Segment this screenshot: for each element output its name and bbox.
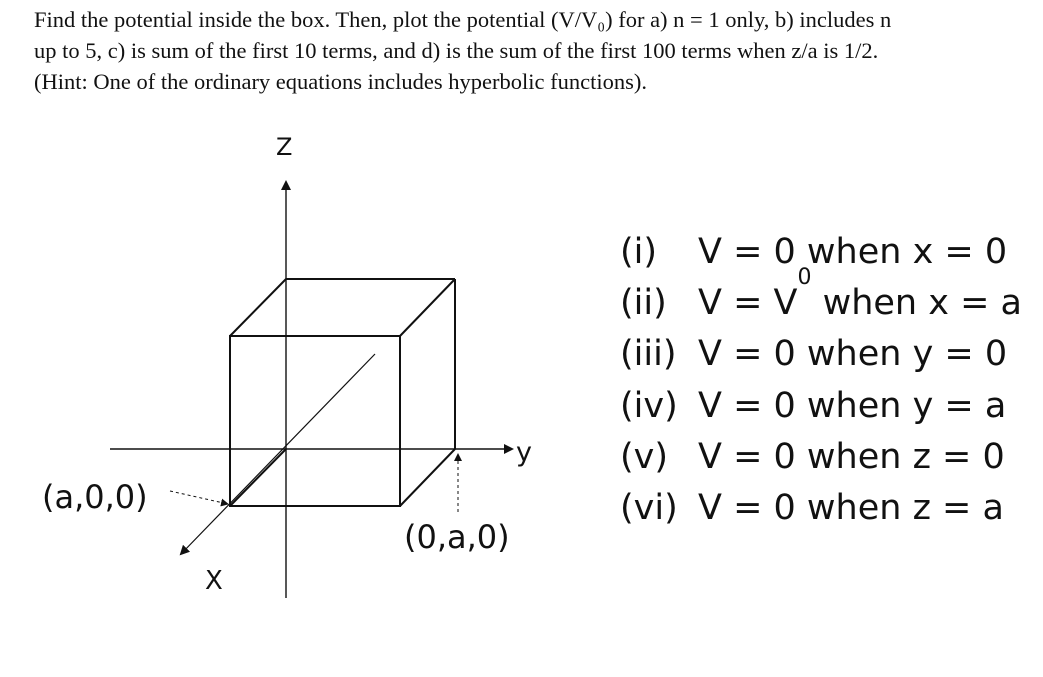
box <box>230 279 455 506</box>
condition-number: (i) <box>620 232 658 272</box>
condition-text: V = 0 when z = a <box>698 488 1004 529</box>
y-axis-label: y <box>516 437 532 468</box>
condition-number: (v) <box>620 436 669 477</box>
condition-number: (iv) <box>620 385 678 426</box>
condition-vi <box>620 483 1022 534</box>
condition-number: (vi) <box>620 488 678 529</box>
x-axis <box>181 354 375 554</box>
condition-v <box>620 432 1022 483</box>
boundary-conditions <box>620 227 1022 534</box>
problem-line: up to 5, c) is sum of the first 10 terms, and d) is the sum of the first 100 terms when z/a is 1/2. <box>34 38 879 63</box>
condition-text-tail: when x = a <box>811 283 1022 324</box>
problem-line: Find the potential inside the box. Then, plot the potential (V/V₀) for a) n = 1 only, b) includes n <box>34 7 892 32</box>
pointer-a00 <box>170 491 228 504</box>
condition-subscript: 0 <box>797 265 812 291</box>
condition-iii <box>620 329 1022 380</box>
condition-iv <box>620 381 1022 432</box>
problem-line: (Hint: One of the ordinary equations includes hyperbolic functions). <box>34 69 647 94</box>
condition-i <box>620 227 1022 278</box>
x-axis-label: X <box>205 566 223 596</box>
point-label-0a0: (0,a,0) <box>404 518 510 556</box>
point-label-a00: (a,0,0) <box>42 478 148 516</box>
condition-number: (ii) <box>620 283 667 324</box>
condition-ii <box>620 265 1022 329</box>
condition-number: (iii) <box>620 334 677 375</box>
condition-text: V = 0 when y = 0 <box>698 334 1008 375</box>
z-axis-label: Z <box>276 133 293 161</box>
condition-text: V = 0 when z = 0 <box>698 436 1005 477</box>
condition-text: V = 0 when x = 0 <box>698 232 1008 272</box>
condition-text: V = V <box>698 283 798 324</box>
condition-text: V = 0 when y = a <box>698 385 1007 426</box>
